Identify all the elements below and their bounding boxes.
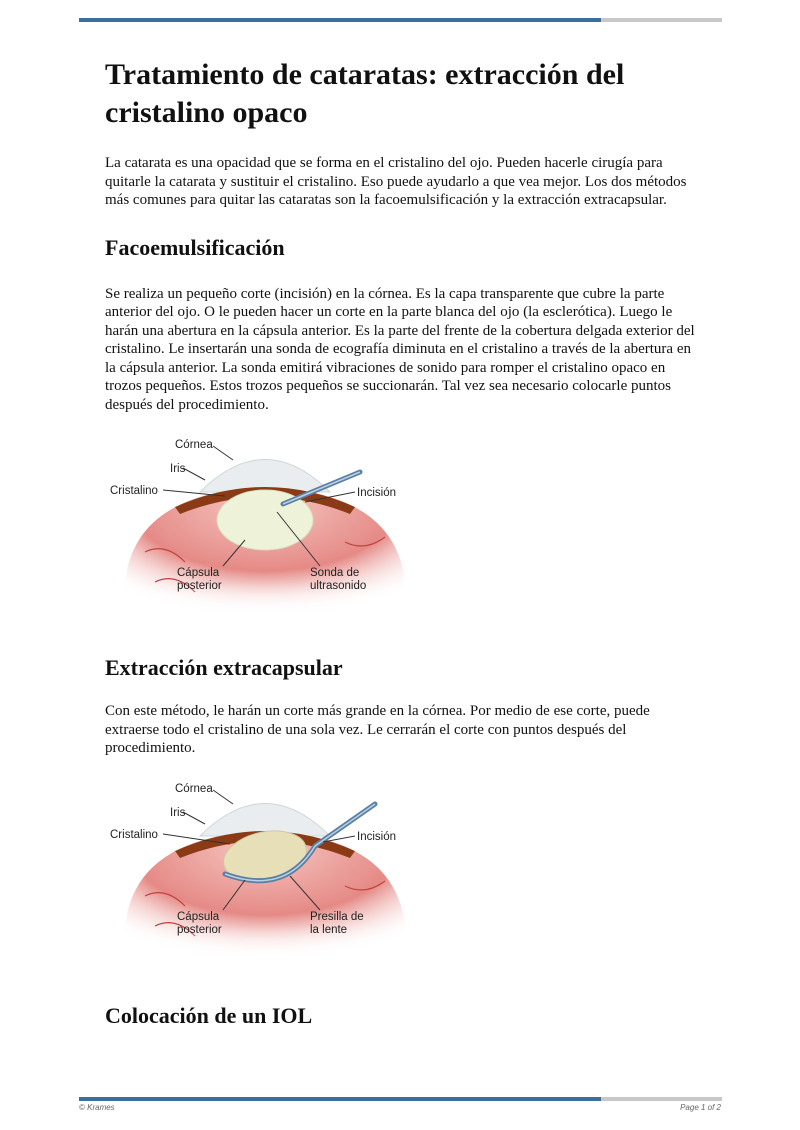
section-body-extracapsular: Con este método, le harán un corte más grande en la córnea. Por medio de ese corte, puede extraerse todo el cristalino de una sola vez. Le cerrarán el corte con puntos después del procedimiento. (105, 703, 650, 756)
label-tool-line2: la lente (310, 923, 348, 936)
bottom-progress-bar (79, 1097, 722, 1101)
label-cornea: Córnea (175, 439, 213, 451)
phaco-eye-diagram (105, 432, 425, 632)
label-incision: Incisión (357, 830, 396, 843)
extracapsular-illustration (105, 776, 425, 976)
label-cristalino: Cristalino (110, 828, 158, 841)
label-capsula: Cápsula (177, 567, 220, 579)
footer-copyright: © Krames (79, 1103, 115, 1112)
section-heading-extracapsular: Extracción extracapsular (105, 655, 343, 680)
section-body-facoemulsificacion: Se realiza un pequeño corte (incisión) en la córnea. Es la capa transparente que cubre la parte anterior del ojo. O le pueden hacer un corte en la parte blanca del ojo (la esclerótica). Luego le harán una abertura en la cápsula anterior. Es la parte del frente de la cobertura delgada exterior del cristalino. Le insertarán una sonda de ecografía diminuta en el cristalino a través de la abertura en la cápsula anterior. La sonda emitirá vibraciones de sonido para romper el cristalino opaco en trozos pequeños. Estos trozos pequeños se succionarán. Tal vez sea necesario colocarle puntos después del procedimiento. (105, 285, 695, 413)
document-content (105, 56, 705, 1030)
label-iris: Iris (170, 806, 186, 819)
page-title: Tratamiento de cataratas: extracción del cristalino opaco (105, 58, 625, 129)
label-incision: Incisión (357, 487, 396, 499)
section-heading-facoemulsificacion: Facoemulsificación (105, 234, 285, 260)
label-tool-line2: ultrasonido (310, 580, 367, 592)
top-progress-bar (79, 18, 722, 22)
label-posterior: posterior (177, 580, 222, 592)
bottom-progress-fill (79, 1097, 601, 1101)
extracapsular-eye-diagram (105, 776, 425, 976)
label-tool-line1: Presilla de (310, 910, 364, 923)
section-heading-iol: Colocación de un IOL (105, 1002, 313, 1028)
phaco-illustration (105, 432, 425, 632)
label-tool-line1: Sonda de (310, 567, 360, 579)
label-cristalino: Cristalino (110, 485, 158, 497)
label-iris: Iris (170, 463, 186, 475)
intro-paragraph: La catarata es una opacidad que se forma en el cristalino del ojo. Pueden hacerle cirugía para quitarle la catarata y sustituir el cristalino. Eso puede ayudarlo a que vea mejor. Los dos métodos más comunes para quitar las cataratas son la facoemulsificación y la extracción extracapsular. (105, 155, 687, 208)
top-progress-fill (79, 18, 601, 22)
label-cornea: Córnea (175, 782, 213, 795)
label-capsula: Cápsula (177, 910, 220, 923)
footer-page-number: Page 1 of 2 (680, 1103, 721, 1112)
label-posterior: posterior (177, 923, 222, 936)
